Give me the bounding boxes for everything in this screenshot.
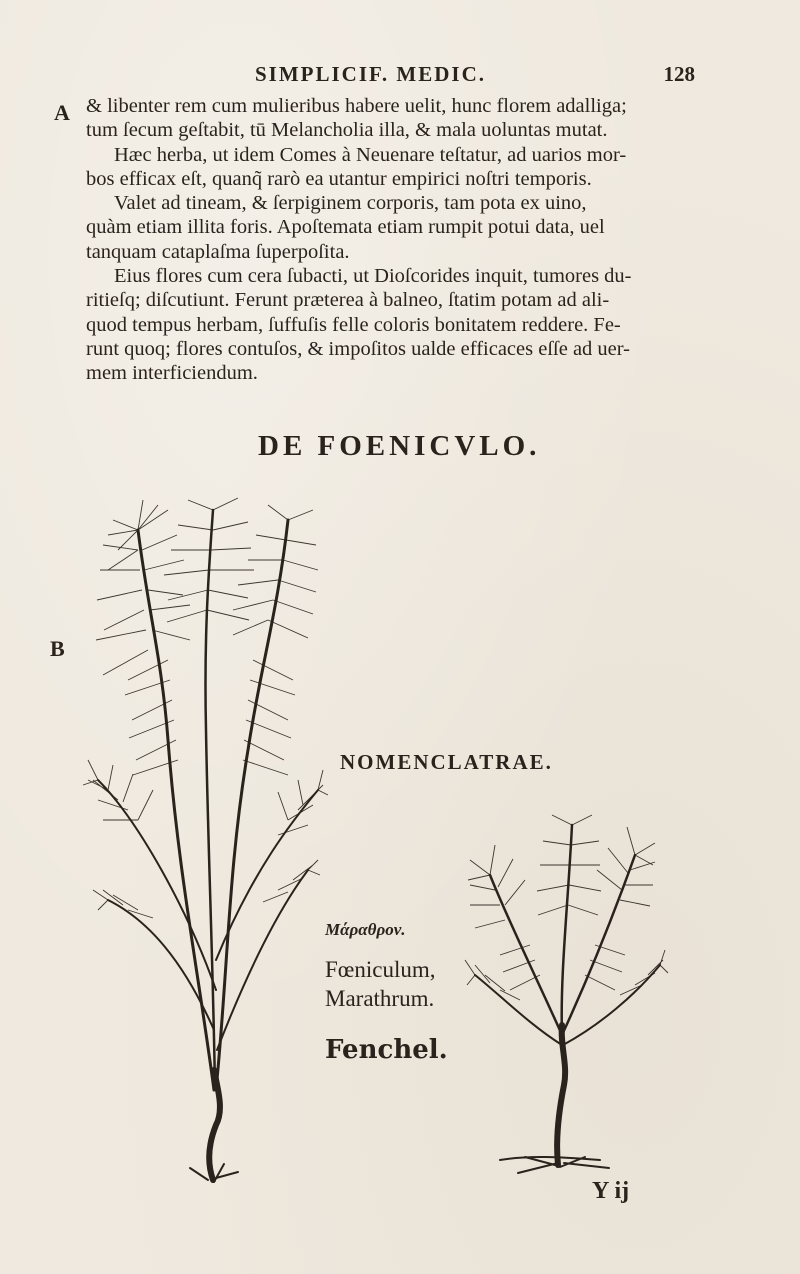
latin-name: Fœniculum,	[325, 957, 436, 982]
text-line: tanquam cataplaſma ſuperpoſita.	[86, 240, 350, 263]
section-title: DE FOENICVLO.	[258, 430, 541, 462]
running-head	[255, 62, 695, 87]
text-line: mem interficiendum.	[86, 362, 258, 385]
text-line: bos efficax eſt, quanq̃ rarò ea utantur empirici noſtri temporis.	[86, 167, 592, 190]
nomenclature-title: NOMENCLATRAE.	[340, 750, 553, 774]
nomenclature-latin	[325, 955, 436, 1013]
fennel-woodcut-tall	[78, 490, 328, 1190]
body-paragraph	[86, 94, 686, 386]
text-line: tum ſecum geſtabit, tū Melancholia illa, & mala uoluntas mutat.	[86, 119, 608, 142]
nomenclature-german: Fenchel.	[325, 1035, 448, 1065]
fennel-woodcut-bushy	[460, 805, 670, 1180]
signature-mark: Y ij	[592, 1178, 630, 1204]
running-title: SIMPLICIF. MEDIC.	[255, 62, 486, 86]
latin-name: Marathrum.	[325, 986, 435, 1011]
margin-letter-b: B	[50, 636, 65, 661]
text-line: Eius flores cum cera ſubacti, ut Dioſcorides inquit, tumores du-	[114, 265, 632, 288]
text-line: Hæc herba, ut idem Comes à Neuenare teſtatur, ad uarios mor-	[114, 143, 627, 166]
text-line: & libenter rem cum mulieribus habere uelit, hunc florem adalliga;	[86, 95, 627, 117]
text-line: quod tempus herbam, ſuffuſis felle coloris bonitatem reddere. Fe-	[86, 313, 621, 336]
nomenclature-greek: Μάραθρον.	[325, 920, 406, 939]
folio-number: 128	[663, 62, 695, 86]
margin-letter-a: A	[54, 100, 70, 125]
text-line: Valet ad tineam, & ſerpiginem corporis, tam pota ex uino,	[114, 192, 587, 215]
text-line: quàm etiam illita foris. Apoſtemata etiam rumpit potui data, uel	[86, 216, 605, 239]
text-line: ritieſq; diſcutiunt. Ferunt præterea à balneo, ſtatim potam ad ali-	[86, 289, 610, 312]
text-line: runt quoq; flores contuſos, & impoſitos ualde efficaces eſſe ad uer-	[86, 337, 631, 360]
